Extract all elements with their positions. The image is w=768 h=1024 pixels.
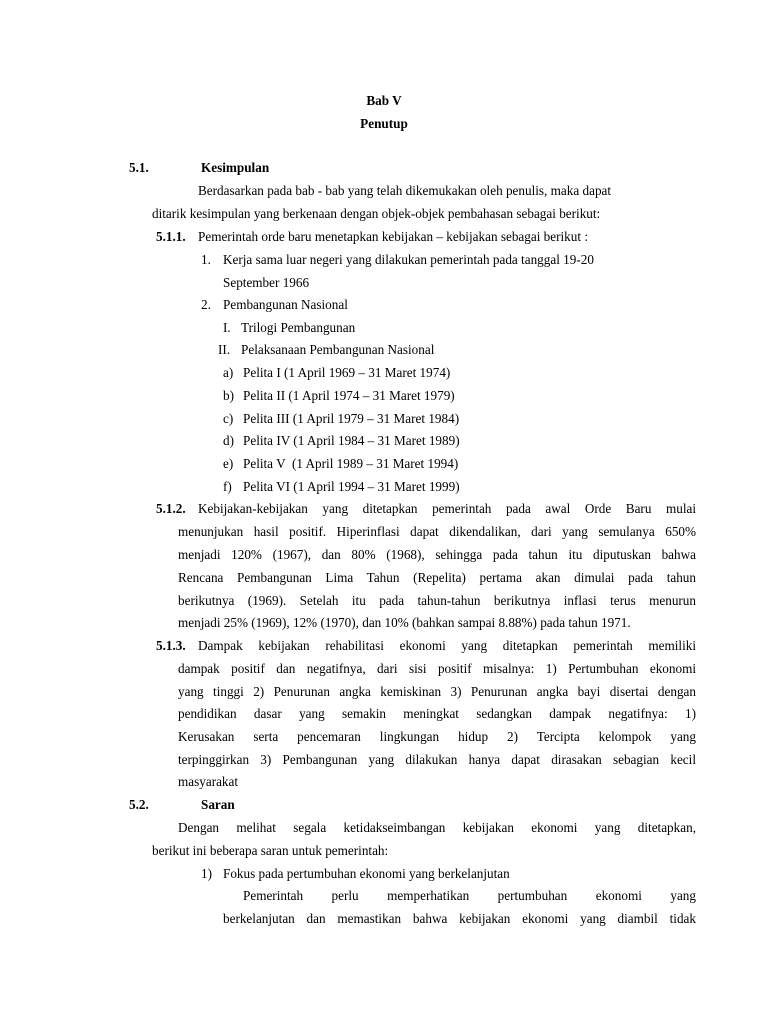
paragraph-line: berikutnya (1969). Setelah itu pada tahun-tahun berikutnya inflasi terus menurun	[178, 593, 696, 608]
section-5-2-number: 5.2.	[129, 797, 149, 812]
pelita-item-text: Pelita V (1 April 1989 – 31 Maret 1994)	[243, 456, 459, 471]
list-item-text: September 1966	[223, 275, 310, 290]
paragraph-line: menunjukan hasil positif. Hiperinflasi dapat dikendalikan, dari yang semulanya 650%	[178, 524, 696, 539]
paragraph-line: menjadi 120% (1967), dan 80% (1968), sehingga pada tahun itu diputuskan bahwa	[178, 547, 696, 562]
subsection-5-1-1-text: Pemerintah orde baru menetapkan kebijakan – kebijakan sebagai berikut :	[198, 229, 588, 244]
paragraph-line: Dampak kebijakan rehabilitasi ekonomi yang ditetapkan pemerintah memiliki	[198, 638, 696, 653]
section-5-1-number: 5.1.	[129, 160, 149, 175]
paragraph-line: Rencana Pembangunan Lima Tahun (Repelita) pertama akan dimulai pada tahun	[178, 570, 696, 585]
paragraph-line: Berdasarkan pada bab - bab yang telah dikemukakan oleh penulis, maka dapat	[198, 183, 612, 198]
paragraph-line: masyarakat	[178, 774, 239, 789]
subsection-5-1-1-number: 5.1.1.	[156, 229, 186, 244]
list-marker: 1)	[201, 866, 212, 881]
paragraph-line: Kebijakan-kebijakan yang ditetapkan pemerintah pada awal Orde Baru mulai	[198, 501, 696, 516]
paragraph-line: Dengan melihat segala ketidakseimbangan kebijakan ekonomi yang ditetapkan,	[178, 820, 696, 835]
pelita-marker: d)	[223, 433, 234, 448]
paragraph-line: yang tinggi 2) Penurunan angka kemiskinan 3) Penurunan angka bayi disertai dengan	[178, 684, 696, 699]
paragraph-line: pendidikan dasar yang semakin meningkat sedangkan dampak negatifnya: 1)	[178, 706, 696, 721]
pelita-item-text: Pelita II (1 April 1974 – 31 Maret 1979)	[243, 388, 455, 403]
list-item-text: Fokus pada pertumbuhan ekonomi yang berkelanjutan	[223, 866, 510, 881]
pelita-marker: e)	[223, 456, 234, 471]
list-item-text: Kerja sama luar negeri yang dilakukan pemerintah pada tanggal 19-20	[223, 252, 594, 267]
paragraph-line: menjadi 25% (1969), 12% (1970), dan 10% (bahkan sampai 8.88%) pada tahun 1971.	[178, 615, 631, 630]
paragraph-line: terpinggirkan 3) Pembangunan yang dilakukan hanya dapat dirasakan sebagian kecil	[178, 752, 696, 767]
pelita-marker: a)	[223, 365, 234, 380]
subsection-5-1-3-number: 5.1.3.	[156, 638, 186, 653]
list-marker: 2.	[201, 297, 211, 312]
pelita-marker: b)	[223, 388, 234, 403]
list-marker: 1.	[201, 252, 211, 267]
paragraph-line: ditarik kesimpulan yang berkenaan dengan objek-objek pembahasan sebagai berikut:	[152, 206, 601, 221]
paragraph-line: dampak positif dan negatifnya, dari sisi positif misalnya: 1) Pertumbuhan ekonomi	[178, 661, 696, 676]
list-item-text: Pembangunan Nasional	[223, 297, 348, 312]
chapter-subtitle: Penutup	[360, 116, 408, 131]
paragraph-line: berkelanjutan dan memastikan bahwa kebijakan ekonomi yang diambil tidak	[223, 911, 696, 926]
section-5-1-heading: Kesimpulan	[201, 160, 270, 175]
pelita-marker: c)	[223, 411, 234, 426]
paragraph-line: Pemerintah perlu memperhatikan pertumbuhan ekonomi yang	[243, 888, 696, 903]
chapter-title: Bab V	[366, 93, 402, 108]
pelita-item-text: Pelita I (1 April 1969 – 31 Maret 1974)	[243, 365, 451, 380]
roman-item-text: Pelaksanaan Pembangunan Nasional	[241, 342, 435, 357]
pelita-marker: f)	[223, 479, 232, 494]
roman-item-text: Trilogi Pembangunan	[241, 320, 356, 335]
subsection-5-1-2-number: 5.1.2.	[156, 501, 186, 516]
paragraph-line: Kerusakan serta pencemaran lingkungan hidup 2) Tercipta kelompok yang	[178, 729, 696, 744]
section-5-2-heading: Saran	[201, 797, 235, 812]
roman-marker: II.	[218, 342, 231, 357]
paragraph-line: berikut ini beberapa saran untuk pemerintah:	[152, 843, 389, 858]
pelita-item-text: Pelita III (1 April 1979 – 31 Maret 1984)	[243, 411, 460, 426]
pelita-item-text: Pelita VI (1 April 1994 – 31 Maret 1999)	[243, 479, 460, 494]
pelita-item-text: Pelita IV (1 April 1984 – 31 Maret 1989)	[243, 433, 460, 448]
roman-marker: I.	[223, 320, 231, 335]
